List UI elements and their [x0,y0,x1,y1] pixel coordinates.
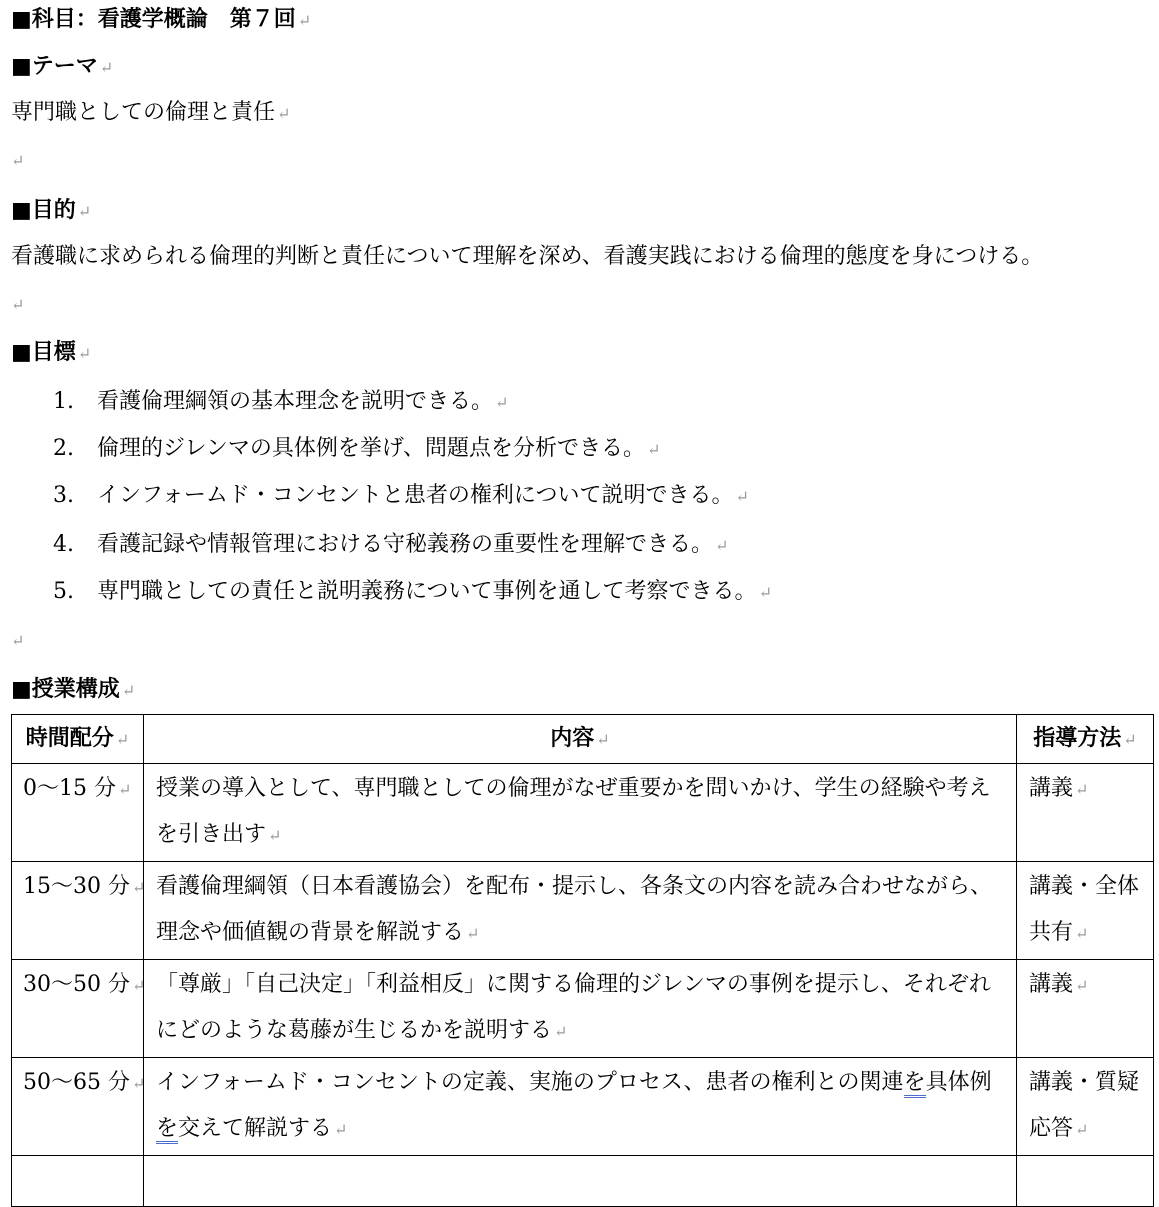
time-cell: 15～30 分 ↵ [12,862,144,960]
method-cell: 講義・質疑応答 ↵ [1017,1058,1154,1156]
structure-heading: ■授業構成 ↵ [11,676,136,702]
goal-item: 4. 看護記録や情報管理における守秘義務の重要性を理解できる。 ↵ [53,532,729,557]
time-cell [12,1156,144,1207]
table-row [12,764,1154,862]
content-cell: 「尊厳」「自己決定」「利益相反」に関する倫理的ジレンマの事例を提示し、それぞれにどのような葛藤が生じるかを説明する ↵ [144,960,1017,1058]
content-cell: 授業の導入として、専門職としての倫理がなぜ重要かを問いかけ、学生の経験や考えを引き出す ↵ [144,764,1017,862]
time-cell: 50～65 分 ↵ [12,1058,144,1156]
method-cell: 講義 ↵ [1017,764,1154,862]
content-cell: インフォームド・コンセントの定義、実施のプロセス、患者の権利との関連を具体例を交えて解説する ↵ [144,1058,1017,1156]
method-cell: 講義・全体共有 ↵ [1017,862,1154,960]
content-cell: 看護倫理綱領（日本看護協会）を配布・提示し、各条文の内容を読み合わせながら、理念や価値観の背景を解説する ↵ [144,862,1017,960]
goal-item: 1. 看護倫理綱領の基本理念を説明できる。 ↵ [53,389,509,414]
empty-paragraph: ↵ [11,151,25,170]
grammar-flag[interactable]: を [156,1116,178,1144]
table-header-cell: 時間配分 ↵ [12,715,144,764]
goal-item: 2. 倫理的ジレンマの具体例を挙げ、問題点を分析できる。 ↵ [53,436,661,461]
method-cell: 講義 ↵ [1017,960,1154,1058]
goals-heading: ■目標 ↵ [11,339,92,365]
content-cell [144,1156,1017,1207]
table-header-cell: 内容 ↵ [144,715,1017,764]
goal-item: 3. インフォームド・コンセントと患者の権利について説明できる。 ↵ [53,483,749,508]
table-row [12,1156,1154,1207]
goal-item: 5. 専門職としての責任と説明義務について事例を通して考察できる。 ↵ [53,579,772,604]
grammar-flag[interactable]: を [904,1070,926,1098]
table-header-row [12,715,1154,764]
time-cell: 30～50 分 ↵ [12,960,144,1058]
table-row [12,960,1154,1058]
lesson-structure-table [11,714,1154,1207]
table-header-cell: 指導方法 ↵ [1017,715,1154,764]
time-cell: 0～15 分 ↵ [12,764,144,862]
method-cell [1017,1156,1154,1207]
theme-text: 専門職としての倫理と責任 ↵ [11,100,291,125]
empty-paragraph: ↵ [11,295,25,314]
theme-heading: ■テーマ ↵ [11,53,114,79]
table-row [12,1058,1154,1156]
subject-heading: ■科目：看護学概論 第７回 ↵ [11,6,312,32]
table-row [12,862,1154,960]
empty-paragraph: ↵ [11,631,25,650]
purpose-text: 看護職に求められる倫理的判断と責任について理解を深め、看護実践における倫理的態度を身につける。 [11,244,1044,269]
purpose-heading: ■目的 ↵ [11,197,92,223]
